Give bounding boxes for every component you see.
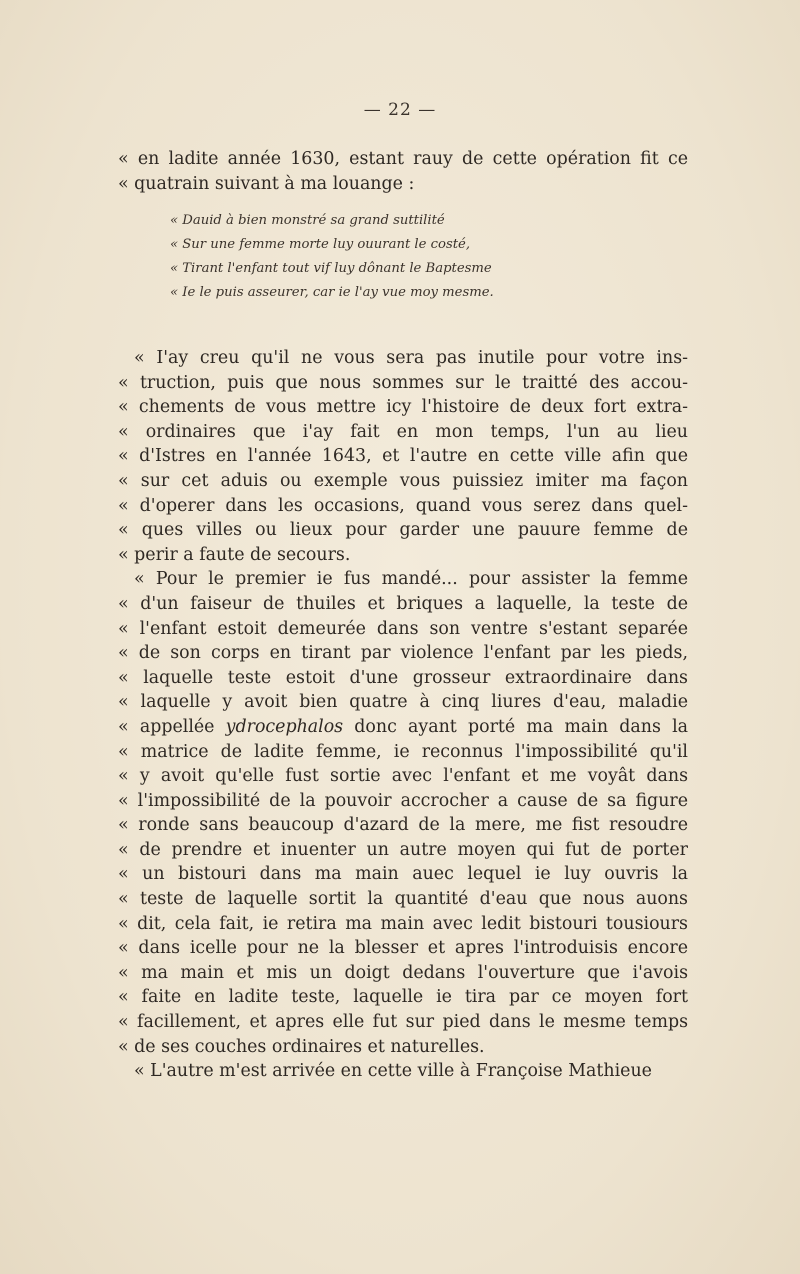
text-line: « dans icelle pour ne la blesser et apres l'introduisis encore [118, 938, 688, 959]
text-line: « L'autre m'est arrivée en cette ville à Françoise Mathieue [134, 1061, 652, 1082]
intro-paragraph [118, 147, 688, 196]
verse-line: « Dauid à bien monstré sa grand suttilité [170, 213, 445, 228]
text-line: « truction, puis que nous sommes sur le traitté des accou- [118, 372, 688, 393]
text-line: « y avoit qu'elle fust sortie avec l'enfant et me voyât dans [118, 766, 688, 787]
verse-line: « Tirant l'enfant tout vif luy dônant le Baptesme [170, 261, 492, 276]
text-line: « faite en ladite teste, laquelle ie tira par ce moyen fort [118, 987, 688, 1008]
verse-line: « Sur une femme morte luy ouurant le costé, [170, 237, 471, 252]
text-line: « appellée ydrocephalos donc ayant porté ma main dans la [118, 716, 688, 737]
text-line: « l'enfant estoit demeurée dans son ventre s'estant separée [118, 618, 688, 639]
text-line: « quatrain suivant à ma louange : [118, 173, 415, 194]
text-line: « d'operer dans les occasions, quand vous serez dans quel- [118, 495, 688, 516]
text-line: « en ladite année 1630, estant rauy de cette opération fit ce [118, 149, 688, 169]
text-line: « de ses couches ordinaires et naturelles. [118, 1036, 485, 1057]
quatrain-verse [170, 209, 690, 305]
text-line: « d'un faiseur de thuiles et briques a laquelle, la teste de [118, 593, 688, 614]
text-line: « de son corps en tirant par violence l'enfant par les pieds, [118, 643, 688, 664]
text-line: « chements de vous mettre icy l'histoire de deux fort extra- [118, 397, 688, 418]
text-line: « sur cet aduis ou exemple vous puissiez imiter ma façon [118, 470, 688, 491]
text-line: « teste de laquelle sortit la quantité d'eau que nous auons [118, 889, 688, 910]
text-line: « ronde sans beaucoup d'azard de la mere, me fist resoudre [118, 815, 688, 836]
italic-term: ydrocephalos [225, 716, 344, 737]
text-line: « laquelle teste estoit d'une grosseur extraordinaire dans [118, 667, 688, 688]
text-line: « de prendre et inuenter un autre moyen qui fut de porter [118, 839, 688, 860]
text-line: « matrice de ladite femme, ie reconnus l'impossibilité qu'il [118, 741, 688, 762]
text-line: « laquelle y avoit bien quatre à cinq liures d'eau, maladie [118, 692, 688, 713]
text-line: « I'ay creu qu'il ne vous sera pas inutile pour votre ins- [134, 348, 688, 368]
page-number: — 22 — [363, 100, 437, 120]
text-line: « l'impossibilité de la pouvoir accrocher a cause de sa figure [118, 790, 688, 811]
text-line: « ordinaires que i'ay fait en mon temps, l'un au lieu [118, 421, 688, 442]
text-line: « ques villes ou lieux pour garder une pauure femme de [118, 520, 688, 541]
text-line: « dit, cela fait, ie retira ma main avec ledit bistouri tousiours [118, 913, 688, 934]
text-line: « Pour le premier ie fus mandé... pour assister la femme [134, 569, 688, 590]
body-text [118, 346, 688, 1084]
verse-line: « Ie le puis asseurer, car ie l'ay vue moy mesme. [170, 285, 494, 300]
text-line: « d'Istres en l'année 1643, et l'autre en cette ville afin que [118, 446, 688, 467]
text-line: « un bistouri dans ma main auec lequel ie luy ouvris la [118, 864, 688, 885]
text-line: « ma main et mis un doigt dedans l'ouverture que i'avois [118, 962, 688, 983]
text-line: « perir a faute de secours. [118, 544, 351, 565]
text-line: « facillement, et apres elle fut sur pied dans le mesme temps [118, 1012, 688, 1033]
